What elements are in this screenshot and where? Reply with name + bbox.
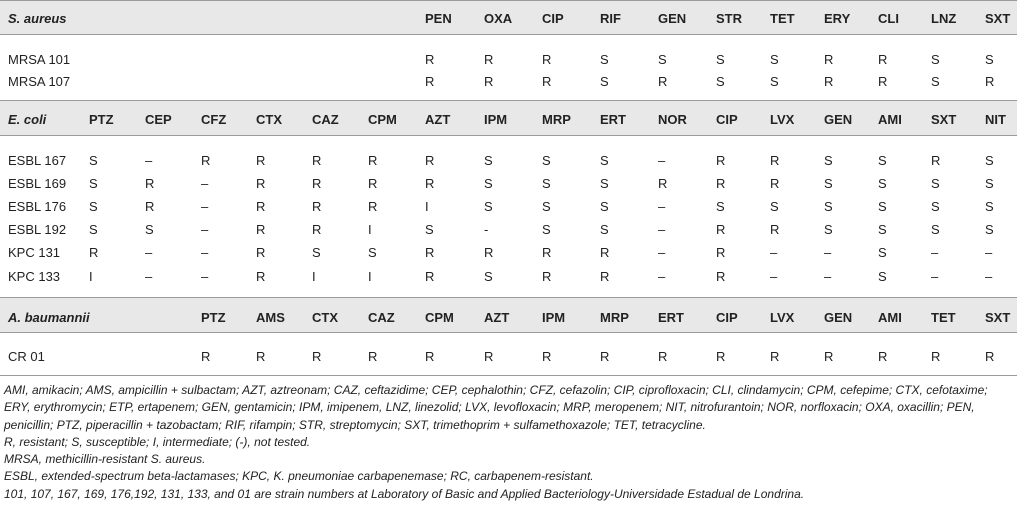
table-cell: – (985, 269, 993, 284)
table-cell: R (542, 52, 552, 67)
table-cell: R (985, 349, 995, 364)
column-header: ERY (824, 11, 851, 26)
table-cell: R (425, 74, 435, 89)
column-header: STR (716, 11, 742, 26)
table-cell: – (770, 269, 778, 284)
table-cell: R (425, 176, 435, 191)
table-cell: S (985, 199, 994, 214)
table-cell: R (145, 176, 155, 191)
table-cell: R (542, 269, 552, 284)
table-cell: – (824, 245, 832, 260)
column-header: AMI (878, 310, 902, 325)
table-cell: – (985, 245, 993, 260)
table-cell: S (600, 222, 609, 237)
organism-label: E. coli (8, 112, 47, 127)
column-header: AMS (256, 310, 285, 325)
strain-label: ESBL 169 (8, 176, 67, 191)
column-header: LVX (770, 310, 795, 325)
table-cell: R (658, 74, 668, 89)
column-header: AZT (425, 112, 451, 127)
table-cell: R (201, 153, 211, 168)
divider (0, 135, 1017, 136)
table-cell: S (600, 153, 609, 168)
column-header: AMI (878, 112, 902, 127)
column-header: CPM (368, 112, 397, 127)
table-cell: R (600, 269, 610, 284)
column-header: CLI (878, 11, 899, 26)
footnote-line: ERY, erythromycin; ETP, ertapenem; GEN, gentamicin; IPM, imipenem, LNZ, linezolid; LVX, levofloxacin; MRP, meropenem; NIT, nitrofurantoin; NOR, norfloxacin; OXA, oxacillin; PEN, (4, 400, 975, 415)
table-cell: S (542, 153, 551, 168)
column-header: OXA (484, 11, 513, 26)
table-cell: R (256, 222, 266, 237)
table-cell: R (770, 349, 780, 364)
column-header: CIP (716, 112, 738, 127)
table-cell: – (201, 269, 209, 284)
table-cell: I (425, 199, 429, 214)
table-cell: S (484, 269, 493, 284)
table-cell: S (145, 222, 154, 237)
table-cell: I (368, 269, 372, 284)
table-cell: S (931, 74, 940, 89)
table-cell: S (985, 52, 994, 67)
table-cell: R (256, 245, 266, 260)
column-header: TET (770, 11, 795, 26)
strain-label: KPC 131 (8, 245, 61, 260)
table-cell: S (770, 52, 779, 67)
column-header: GEN (824, 310, 853, 325)
table-cell: R (484, 52, 494, 67)
column-header: IPM (484, 112, 508, 127)
table-cell: R (770, 153, 780, 168)
divider (0, 0, 1017, 1)
table-cell: S (985, 153, 994, 168)
column-header: CAZ (312, 112, 339, 127)
table-cell: S (878, 153, 887, 168)
table-cell: R (931, 153, 941, 168)
table-cell: S (658, 52, 667, 67)
table-cell: I (368, 222, 372, 237)
table-cell: S (542, 222, 551, 237)
table-cell: S (931, 199, 940, 214)
table-cell: R (542, 245, 552, 260)
table-cell: – (145, 269, 153, 284)
column-header: CIP (716, 310, 738, 325)
table-cell: – (770, 245, 778, 260)
table-cell: S (542, 176, 551, 191)
table-cell: S (600, 52, 609, 67)
table-cell: R (256, 269, 266, 284)
table-cell: S (89, 222, 98, 237)
table-cell: S (878, 269, 887, 284)
table-cell: – (658, 153, 666, 168)
column-header: SXT (985, 11, 1011, 26)
table-cell: S (716, 199, 725, 214)
table-cell: R (484, 349, 494, 364)
table-cell: R (368, 349, 378, 364)
table-cell: S (824, 222, 833, 237)
column-header: TET (931, 310, 956, 325)
column-header: CIP (542, 11, 564, 26)
table-cell: S (484, 153, 493, 168)
table-cell: – (145, 245, 153, 260)
table-cell: S (600, 74, 609, 89)
table-cell: S (89, 153, 98, 168)
strain-label: ESBL 167 (8, 153, 67, 168)
table-cell: – (658, 245, 666, 260)
strain-label: ESBL 176 (8, 199, 67, 214)
table-cell: – (201, 199, 209, 214)
column-header: PEN (425, 11, 452, 26)
table-cell: R (89, 245, 99, 260)
table-cell: R (716, 349, 726, 364)
table-cell: R (770, 222, 780, 237)
table-cell: R (256, 349, 266, 364)
organism-label: A. baumannii (8, 310, 90, 325)
column-header: IPM (542, 310, 566, 325)
table-cell: S (716, 52, 725, 67)
table-cell: R (878, 74, 888, 89)
table-cell: I (312, 269, 316, 284)
table-cell: S (600, 199, 609, 214)
table-cell: S (770, 74, 779, 89)
table-cell: R (312, 222, 322, 237)
table-cell: R (368, 199, 378, 214)
table-cell: S (425, 222, 434, 237)
table-cell: R (716, 176, 726, 191)
column-header: CAZ (368, 310, 395, 325)
strain-label: KPC 133 (8, 269, 61, 284)
column-header: RIF (600, 11, 621, 26)
table-cell: – (201, 245, 209, 260)
table-cell: R (824, 349, 834, 364)
table-cell: S (89, 199, 98, 214)
table-cell: R (658, 349, 668, 364)
table-cell: R (542, 74, 552, 89)
column-header: GEN (824, 112, 853, 127)
column-header: AZT (484, 310, 510, 325)
table-cell: S (716, 74, 725, 89)
table-cell: S (878, 222, 887, 237)
table-cell: R (824, 52, 834, 67)
column-header: MRP (542, 112, 571, 127)
table-footnotes (4, 382, 1014, 503)
table-cell: R (716, 222, 726, 237)
table-cell: R (425, 245, 435, 260)
table-cell: R (931, 349, 941, 364)
column-header: ERT (600, 112, 626, 127)
table-cell: S (542, 199, 551, 214)
table-cell: R (312, 153, 322, 168)
table-cell: – (931, 269, 939, 284)
table-cell: R (484, 245, 494, 260)
table-cell: R (368, 176, 378, 191)
column-header: CEP (145, 112, 172, 127)
table-cell: R (770, 176, 780, 191)
table-cell: S (985, 176, 994, 191)
column-header: PTZ (89, 112, 114, 127)
table-cell: S (878, 176, 887, 191)
column-header: CFZ (201, 112, 227, 127)
table-cell: R (256, 199, 266, 214)
table-cell: – (201, 176, 209, 191)
table-cell: S (824, 153, 833, 168)
table-cell: S (878, 199, 887, 214)
strain-label: ESBL 192 (8, 222, 67, 237)
divider (0, 34, 1017, 35)
column-header: LVX (770, 112, 795, 127)
column-header: MRP (600, 310, 629, 325)
table-cell: S (985, 222, 994, 237)
column-header: CTX (312, 310, 338, 325)
table-cell: R (312, 199, 322, 214)
table-cell: R (658, 176, 668, 191)
table-cell: R (716, 269, 726, 284)
table-cell: S (931, 176, 940, 191)
table-cell: R (600, 349, 610, 364)
table-cell: S (824, 199, 833, 214)
table-cell: R (425, 153, 435, 168)
table-cell: – (824, 269, 832, 284)
footnote-line: 101, 107, 167, 169, 176,192, 131, 133, and 01 are strain numbers at Laboratory of Basic and Applied Bacteriology-Universidade Estadual de Londrina. (4, 486, 805, 501)
table-cell: R (716, 153, 726, 168)
table-cell: – (145, 153, 153, 168)
footnote-line: ESBL, extended-spectrum beta-lactamases; KPC, K. pneumoniae carbapenemase; RC, carbapenem-resistant. (4, 469, 594, 484)
table-cell: R (201, 349, 211, 364)
table-cell: R (824, 74, 834, 89)
column-header: CPM (425, 310, 454, 325)
table-cell: – (658, 199, 666, 214)
table-cell: R (484, 74, 494, 89)
table-cell: R (145, 199, 155, 214)
table-cell: S (931, 52, 940, 67)
table-cell: – (658, 269, 666, 284)
table-cell: I (89, 269, 93, 284)
table-cell: S (89, 176, 98, 191)
column-header: LNZ (931, 11, 957, 26)
table-cell: R (985, 74, 995, 89)
footnote-line: R, resistant; S, susceptible; I, intermediate; (-), not tested. (4, 434, 311, 449)
column-header: GEN (658, 11, 687, 26)
table-cell: R (542, 349, 552, 364)
table-cell: R (312, 349, 322, 364)
column-header: ERT (658, 310, 684, 325)
strain-label: CR 01 (8, 349, 45, 364)
table-cell: S (931, 222, 940, 237)
table-cell: S (312, 245, 321, 260)
column-header: PTZ (201, 310, 226, 325)
table-cell: - (484, 222, 489, 237)
organism-label: S. aureus (8, 11, 67, 26)
footnote-line: penicillin; PTZ, piperacillin + tazobactam; RIF, rifampin; STR, streptomycin; SXT, trimethoprim + sulfamethoxazole; TET, tetracycline. (4, 417, 706, 432)
divider (0, 375, 1017, 376)
table-cell: S (824, 176, 833, 191)
footnote-line: MRSA, methicillin-resistant S. aureus. (4, 452, 206, 467)
table-cell: R (425, 52, 435, 67)
table-cell: – (658, 222, 666, 237)
table-cell: S (600, 176, 609, 191)
divider (0, 332, 1017, 333)
table-cell: S (484, 199, 493, 214)
column-header: NOR (658, 112, 687, 127)
table-cell: R (878, 349, 888, 364)
table-cell: R (600, 245, 610, 260)
strain-label: MRSA 107 (8, 74, 71, 89)
table-cell: – (201, 222, 209, 237)
table-cell: S (368, 245, 377, 260)
table-cell: S (770, 199, 779, 214)
column-header: SXT (985, 310, 1011, 325)
table-cell: R (878, 52, 888, 67)
table-cell: R (425, 349, 435, 364)
strain-label: MRSA 101 (8, 52, 71, 67)
column-header: NIT (985, 112, 1006, 127)
table-cell: R (368, 153, 378, 168)
table-cell: S (484, 176, 493, 191)
table-cell: R (256, 153, 266, 168)
table-cell: R (716, 245, 726, 260)
column-header: SXT (931, 112, 957, 127)
table-cell: S (878, 245, 887, 260)
footnote-line: AMI, amikacin; AMS, ampicillin + sulbactam; AZT, aztreonam; CAZ, ceftazidime; CEP, cephalothin; CFZ, cefazolin; CIP, ciprofloxacin; CLI, clindamycin; CPM, cefepime; CTX, cefotaxime; (4, 383, 988, 397)
table-cell: R (425, 269, 435, 284)
table-cell: R (256, 176, 266, 191)
table-cell: – (931, 245, 939, 260)
column-header: CTX (256, 112, 282, 127)
table-cell: R (312, 176, 322, 191)
